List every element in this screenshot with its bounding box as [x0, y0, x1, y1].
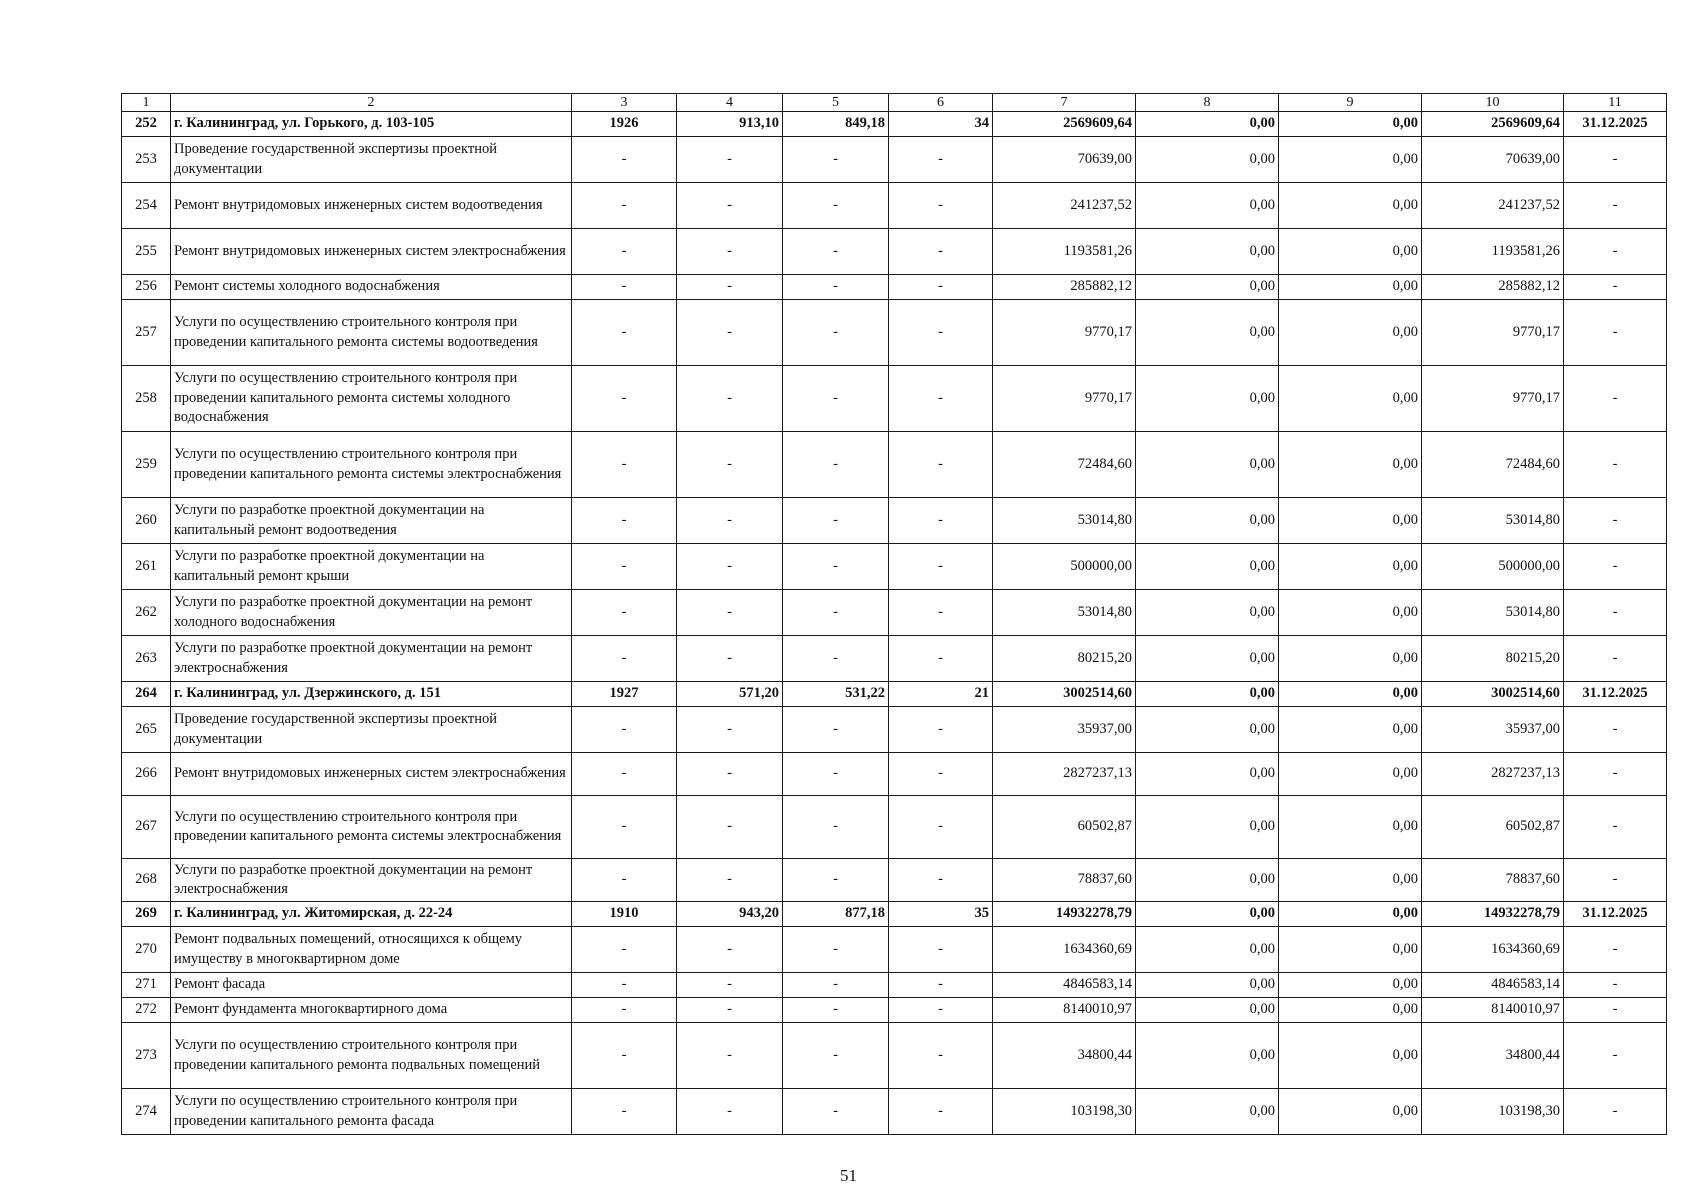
- cell-col-6: -: [889, 366, 993, 432]
- cell-col-7: 500000,00: [993, 544, 1136, 590]
- cell-col-4: -: [677, 927, 783, 973]
- cell-col-3: -: [572, 366, 677, 432]
- work-description: Услуги по осуществлению строительного контроля при проведении капитального ремонта системы электроснабжения: [171, 796, 572, 859]
- cell-col-11: -: [1564, 432, 1667, 498]
- table-row: [122, 183, 1667, 229]
- cell-col-6: -: [889, 859, 993, 902]
- table-row: [122, 544, 1667, 590]
- cell-col-3: 1926: [572, 112, 677, 137]
- work-description: Услуги по разработке проектной документации на капитальный ремонт крыши: [171, 544, 572, 590]
- cell-col-5: -: [783, 1023, 889, 1089]
- cell-col-3: -: [572, 590, 677, 636]
- cell-col-9: 0,00: [1279, 682, 1422, 707]
- cell-col-6: -: [889, 973, 993, 998]
- cell-col-6: -: [889, 796, 993, 859]
- cell-col-10: 34800,44: [1422, 1023, 1564, 1089]
- cell-col-8: 0,00: [1136, 432, 1279, 498]
- cell-col-5: -: [783, 183, 889, 229]
- cell-col-9: 0,00: [1279, 636, 1422, 682]
- cell-col-5: -: [783, 275, 889, 300]
- cell-col-4: -: [677, 753, 783, 796]
- cell-col-11: -: [1564, 183, 1667, 229]
- cell-col-11: -: [1564, 229, 1667, 275]
- row-number: 258: [122, 366, 171, 432]
- cell-col-8: 0,00: [1136, 183, 1279, 229]
- cell-col-9: 0,00: [1279, 498, 1422, 544]
- cell-col-3: -: [572, 973, 677, 998]
- cell-col-9: 0,00: [1279, 859, 1422, 902]
- cell-col-4: -: [677, 229, 783, 275]
- cell-col-8: 0,00: [1136, 1089, 1279, 1135]
- work-description: Ремонт внутридомовых инженерных систем электроснабжения: [171, 229, 572, 275]
- cell-col-6: -: [889, 1089, 993, 1135]
- cell-col-7: 1193581,26: [993, 229, 1136, 275]
- cell-col-3: -: [572, 927, 677, 973]
- cell-col-5: -: [783, 300, 889, 366]
- row-number: 266: [122, 753, 171, 796]
- work-description: Ремонт системы холодного водоснабжения: [171, 275, 572, 300]
- cell-col-10: 9770,17: [1422, 366, 1564, 432]
- work-description: Ремонт фасада: [171, 973, 572, 998]
- row-number: 264: [122, 682, 171, 707]
- cell-col-11: -: [1564, 590, 1667, 636]
- cell-col-8: 0,00: [1136, 902, 1279, 927]
- cell-col-3: -: [572, 796, 677, 859]
- cell-col-9: 0,00: [1279, 707, 1422, 753]
- cell-col-10: 1634360,69: [1422, 927, 1564, 973]
- work-description: Услуги по осуществлению строительного контроля при проведении капитального ремонта фасада: [171, 1089, 572, 1135]
- cell-col-4: 943,20: [677, 902, 783, 927]
- row-number: 271: [122, 973, 171, 998]
- cell-col-6: -: [889, 300, 993, 366]
- row-number: 262: [122, 590, 171, 636]
- cell-col-7: 9770,17: [993, 366, 1136, 432]
- work-description: Услуги по разработке проектной документации на капитальный ремонт водоотведения: [171, 498, 572, 544]
- cell-col-7: 103198,30: [993, 1089, 1136, 1135]
- table-row: [122, 300, 1667, 366]
- cell-col-10: 72484,60: [1422, 432, 1564, 498]
- work-description: Услуги по осуществлению строительного контроля при проведении капитального ремонта системы холодного водоснабжения: [171, 366, 572, 432]
- cell-col-6: -: [889, 275, 993, 300]
- table-row: [122, 590, 1667, 636]
- cell-col-11: -: [1564, 707, 1667, 753]
- column-header: 6: [889, 94, 993, 112]
- cell-col-3: -: [572, 1089, 677, 1135]
- cell-col-8: 0,00: [1136, 498, 1279, 544]
- cell-col-3: -: [572, 636, 677, 682]
- cell-col-7: 2827237,13: [993, 753, 1136, 796]
- cell-col-8: 0,00: [1136, 859, 1279, 902]
- cell-col-4: -: [677, 432, 783, 498]
- cell-col-5: -: [783, 753, 889, 796]
- row-number: 253: [122, 137, 171, 183]
- cell-col-8: 0,00: [1136, 927, 1279, 973]
- cell-col-5: -: [783, 498, 889, 544]
- column-header: 9: [1279, 94, 1422, 112]
- cell-col-7: 14932278,79: [993, 902, 1136, 927]
- cell-col-9: 0,00: [1279, 544, 1422, 590]
- cell-col-4: -: [677, 544, 783, 590]
- cell-col-8: 0,00: [1136, 112, 1279, 137]
- cell-col-5: 531,22: [783, 682, 889, 707]
- cell-col-7: 3002514,60: [993, 682, 1136, 707]
- cell-col-8: 0,00: [1136, 366, 1279, 432]
- cell-col-6: -: [889, 707, 993, 753]
- cell-col-11: -: [1564, 998, 1667, 1023]
- work-description: Проведение государственной экспертизы проектной документации: [171, 137, 572, 183]
- cell-col-5: -: [783, 796, 889, 859]
- cell-col-7: 34800,44: [993, 1023, 1136, 1089]
- cell-col-8: 0,00: [1136, 707, 1279, 753]
- cell-col-9: 0,00: [1279, 590, 1422, 636]
- cell-col-5: -: [783, 973, 889, 998]
- column-header: 8: [1136, 94, 1279, 112]
- address-row: [122, 112, 1667, 137]
- table-row: [122, 753, 1667, 796]
- cell-col-6: 35: [889, 902, 993, 927]
- work-description: Услуги по осуществлению строительного контроля при проведении капитального ремонта системы водоотведения: [171, 300, 572, 366]
- cell-col-6: -: [889, 636, 993, 682]
- table-row: [122, 498, 1667, 544]
- work-description: Проведение государственной экспертизы проектной документации: [171, 707, 572, 753]
- cell-col-8: 0,00: [1136, 998, 1279, 1023]
- cell-col-10: 500000,00: [1422, 544, 1564, 590]
- table-row: [122, 998, 1667, 1023]
- cell-col-11: -: [1564, 137, 1667, 183]
- address-row: [122, 902, 1667, 927]
- work-description: Услуги по осуществлению строительного контроля при проведении капитального ремонта подвальных помещений: [171, 1023, 572, 1089]
- cell-col-5: -: [783, 927, 889, 973]
- cell-col-10: 241237,52: [1422, 183, 1564, 229]
- column-header: 4: [677, 94, 783, 112]
- cell-col-8: 0,00: [1136, 275, 1279, 300]
- work-description: Услуги по разработке проектной документации на ремонт электроснабжения: [171, 636, 572, 682]
- cell-col-5: -: [783, 544, 889, 590]
- cell-col-10: 103198,30: [1422, 1089, 1564, 1135]
- cell-col-7: 70639,00: [993, 137, 1136, 183]
- cell-col-3: -: [572, 998, 677, 1023]
- work-description: Ремонт внутридомовых инженерных систем электроснабжения: [171, 753, 572, 796]
- cell-col-5: -: [783, 998, 889, 1023]
- row-number: 272: [122, 998, 171, 1023]
- cell-col-4: -: [677, 300, 783, 366]
- cell-col-8: 0,00: [1136, 796, 1279, 859]
- cell-col-7: 60502,87: [993, 796, 1136, 859]
- cell-col-7: 4846583,14: [993, 973, 1136, 998]
- cell-col-5: -: [783, 229, 889, 275]
- table-row: [122, 859, 1667, 902]
- row-number: 273: [122, 1023, 171, 1089]
- table-row: [122, 927, 1667, 973]
- cell-col-7: 9770,17: [993, 300, 1136, 366]
- cell-col-3: -: [572, 859, 677, 902]
- cell-col-11: 31.12.2025: [1564, 112, 1667, 137]
- cell-col-6: -: [889, 753, 993, 796]
- cell-col-8: 0,00: [1136, 753, 1279, 796]
- cell-col-9: 0,00: [1279, 927, 1422, 973]
- work-description: Услуги по осуществлению строительного контроля при проведении капитального ремонта системы электроснабжения: [171, 432, 572, 498]
- row-number: 274: [122, 1089, 171, 1135]
- row-number: 254: [122, 183, 171, 229]
- column-header: 2: [171, 94, 572, 112]
- cell-col-7: 285882,12: [993, 275, 1136, 300]
- cell-col-6: -: [889, 229, 993, 275]
- cell-col-11: -: [1564, 973, 1667, 998]
- cell-col-4: -: [677, 998, 783, 1023]
- cell-col-5: -: [783, 137, 889, 183]
- table-row: [122, 366, 1667, 432]
- cell-col-7: 72484,60: [993, 432, 1136, 498]
- row-number: 267: [122, 796, 171, 859]
- cell-col-10: 2827237,13: [1422, 753, 1564, 796]
- cell-col-9: 0,00: [1279, 1023, 1422, 1089]
- cell-col-6: -: [889, 590, 993, 636]
- cell-col-3: -: [572, 498, 677, 544]
- cell-col-10: 35937,00: [1422, 707, 1564, 753]
- cell-col-11: -: [1564, 859, 1667, 902]
- cell-col-5: -: [783, 859, 889, 902]
- cell-col-11: -: [1564, 927, 1667, 973]
- cell-col-5: 849,18: [783, 112, 889, 137]
- cell-col-7: 53014,80: [993, 498, 1136, 544]
- column-header: 5: [783, 94, 889, 112]
- row-number: 265: [122, 707, 171, 753]
- cell-col-5: -: [783, 366, 889, 432]
- cell-col-6: 21: [889, 682, 993, 707]
- cell-col-3: -: [572, 275, 677, 300]
- cell-col-10: 60502,87: [1422, 796, 1564, 859]
- cell-col-9: 0,00: [1279, 275, 1422, 300]
- cell-col-4: -: [677, 590, 783, 636]
- cell-col-10: 8140010,97: [1422, 998, 1564, 1023]
- cell-col-6: -: [889, 927, 993, 973]
- table-row: [122, 137, 1667, 183]
- cell-col-10: 70639,00: [1422, 137, 1564, 183]
- cell-col-9: 0,00: [1279, 796, 1422, 859]
- cell-col-10: 53014,80: [1422, 498, 1564, 544]
- cell-col-6: -: [889, 432, 993, 498]
- cell-col-11: -: [1564, 544, 1667, 590]
- cell-col-7: 53014,80: [993, 590, 1136, 636]
- work-description: г. Калининград, ул. Житомирская, д. 22-24: [171, 902, 572, 927]
- cell-col-11: -: [1564, 796, 1667, 859]
- cell-col-7: 80215,20: [993, 636, 1136, 682]
- cell-col-9: 0,00: [1279, 229, 1422, 275]
- cell-col-3: -: [572, 300, 677, 366]
- cell-col-8: 0,00: [1136, 682, 1279, 707]
- row-number: 268: [122, 859, 171, 902]
- header-row: [122, 94, 1667, 112]
- work-description: Услуги по разработке проектной документации на ремонт холодного водоснабжения: [171, 590, 572, 636]
- address-row: [122, 682, 1667, 707]
- column-header: 11: [1564, 94, 1667, 112]
- cell-col-8: 0,00: [1136, 1023, 1279, 1089]
- cell-col-11: -: [1564, 498, 1667, 544]
- cell-col-4: -: [677, 796, 783, 859]
- table-row: [122, 432, 1667, 498]
- cell-col-4: -: [677, 859, 783, 902]
- cell-col-7: 78837,60: [993, 859, 1136, 902]
- cell-col-8: 0,00: [1136, 636, 1279, 682]
- cell-col-3: -: [572, 229, 677, 275]
- cell-col-6: 34: [889, 112, 993, 137]
- cell-col-5: 877,18: [783, 902, 889, 927]
- cell-col-6: -: [889, 998, 993, 1023]
- row-number: 256: [122, 275, 171, 300]
- cell-col-6: -: [889, 498, 993, 544]
- cell-col-3: -: [572, 432, 677, 498]
- cell-col-6: -: [889, 183, 993, 229]
- cell-col-10: 9770,17: [1422, 300, 1564, 366]
- column-header: 10: [1422, 94, 1564, 112]
- cell-col-11: -: [1564, 275, 1667, 300]
- table-row: [122, 707, 1667, 753]
- cell-col-10: 2569609,64: [1422, 112, 1564, 137]
- cell-col-9: 0,00: [1279, 112, 1422, 137]
- column-header: 1: [122, 94, 171, 112]
- cell-col-4: -: [677, 275, 783, 300]
- cell-col-9: 0,00: [1279, 902, 1422, 927]
- row-number: 259: [122, 432, 171, 498]
- cell-col-8: 0,00: [1136, 590, 1279, 636]
- row-number: 270: [122, 927, 171, 973]
- table-row: [122, 796, 1667, 859]
- cell-col-11: -: [1564, 1089, 1667, 1135]
- cell-col-11: -: [1564, 753, 1667, 796]
- table-row: [122, 636, 1667, 682]
- cell-col-9: 0,00: [1279, 998, 1422, 1023]
- column-header: 3: [572, 94, 677, 112]
- cell-col-4: -: [677, 636, 783, 682]
- cell-col-7: 35937,00: [993, 707, 1136, 753]
- cell-col-4: -: [677, 183, 783, 229]
- cell-col-11: 31.12.2025: [1564, 902, 1667, 927]
- cell-col-8: 0,00: [1136, 229, 1279, 275]
- cell-col-10: 1193581,26: [1422, 229, 1564, 275]
- cell-col-3: -: [572, 183, 677, 229]
- cell-col-4: -: [677, 1023, 783, 1089]
- cell-col-7: 241237,52: [993, 183, 1136, 229]
- work-description: Ремонт фундамента многоквартирного дома: [171, 998, 572, 1023]
- cell-col-3: -: [572, 544, 677, 590]
- cell-col-9: 0,00: [1279, 183, 1422, 229]
- cell-col-10: 285882,12: [1422, 275, 1564, 300]
- cell-col-3: -: [572, 1023, 677, 1089]
- cell-col-6: -: [889, 1023, 993, 1089]
- table-row: [122, 973, 1667, 998]
- cell-col-11: -: [1564, 636, 1667, 682]
- row-number: 261: [122, 544, 171, 590]
- row-number: 269: [122, 902, 171, 927]
- cell-col-4: 571,20: [677, 682, 783, 707]
- row-number: 257: [122, 300, 171, 366]
- cell-col-4: -: [677, 707, 783, 753]
- cell-col-10: 78837,60: [1422, 859, 1564, 902]
- cell-col-5: -: [783, 590, 889, 636]
- cell-col-10: 3002514,60: [1422, 682, 1564, 707]
- cell-col-11: 31.12.2025: [1564, 682, 1667, 707]
- cell-col-3: -: [572, 707, 677, 753]
- cell-col-9: 0,00: [1279, 366, 1422, 432]
- table-row: [122, 1089, 1667, 1135]
- cell-col-5: -: [783, 432, 889, 498]
- cell-col-3: -: [572, 753, 677, 796]
- cell-col-10: 80215,20: [1422, 636, 1564, 682]
- cell-col-10: 14932278,79: [1422, 902, 1564, 927]
- cell-col-7: 2569609,64: [993, 112, 1136, 137]
- cell-col-9: 0,00: [1279, 137, 1422, 183]
- cell-col-8: 0,00: [1136, 300, 1279, 366]
- cell-col-6: -: [889, 137, 993, 183]
- row-number: 255: [122, 229, 171, 275]
- cell-col-8: 0,00: [1136, 973, 1279, 998]
- cell-col-3: 1910: [572, 902, 677, 927]
- cell-col-8: 0,00: [1136, 544, 1279, 590]
- cell-col-10: 53014,80: [1422, 590, 1564, 636]
- cell-col-7: 1634360,69: [993, 927, 1136, 973]
- cell-col-4: 913,10: [677, 112, 783, 137]
- cell-col-9: 0,00: [1279, 300, 1422, 366]
- work-description: Услуги по разработке проектной документации на ремонт электроснабжения: [171, 859, 572, 902]
- cell-col-4: -: [677, 137, 783, 183]
- row-number: 263: [122, 636, 171, 682]
- cell-col-5: -: [783, 636, 889, 682]
- cell-col-11: -: [1564, 1023, 1667, 1089]
- table-row: [122, 229, 1667, 275]
- capital-repair-table: [121, 93, 1667, 1135]
- row-number: 260: [122, 498, 171, 544]
- work-description: г. Калининград, ул. Горького, д. 103-105: [171, 112, 572, 137]
- page-number: 51: [840, 1166, 857, 1185]
- column-header: 7: [993, 94, 1136, 112]
- cell-col-4: -: [677, 1089, 783, 1135]
- cell-col-6: -: [889, 544, 993, 590]
- cell-col-8: 0,00: [1136, 137, 1279, 183]
- cell-col-9: 0,00: [1279, 753, 1422, 796]
- cell-col-7: 8140010,97: [993, 998, 1136, 1023]
- cell-col-4: -: [677, 973, 783, 998]
- cell-col-11: -: [1564, 300, 1667, 366]
- table-row: [122, 1023, 1667, 1089]
- cell-col-4: -: [677, 498, 783, 544]
- table-row: [122, 275, 1667, 300]
- cell-col-3: 1927: [572, 682, 677, 707]
- cell-col-11: -: [1564, 366, 1667, 432]
- work-description: г. Калининград, ул. Дзержинского, д. 151: [171, 682, 572, 707]
- cell-col-4: -: [677, 366, 783, 432]
- cell-col-10: 4846583,14: [1422, 973, 1564, 998]
- row-number: 252: [122, 112, 171, 137]
- work-description: Ремонт подвальных помещений, относящихся к общему имуществу в многоквартирном доме: [171, 927, 572, 973]
- cell-col-3: -: [572, 137, 677, 183]
- cell-col-9: 0,00: [1279, 1089, 1422, 1135]
- cell-col-9: 0,00: [1279, 973, 1422, 998]
- cell-col-5: -: [783, 707, 889, 753]
- cell-col-9: 0,00: [1279, 432, 1422, 498]
- work-description: Ремонт внутридомовых инженерных систем водоотведения: [171, 183, 572, 229]
- cell-col-5: -: [783, 1089, 889, 1135]
